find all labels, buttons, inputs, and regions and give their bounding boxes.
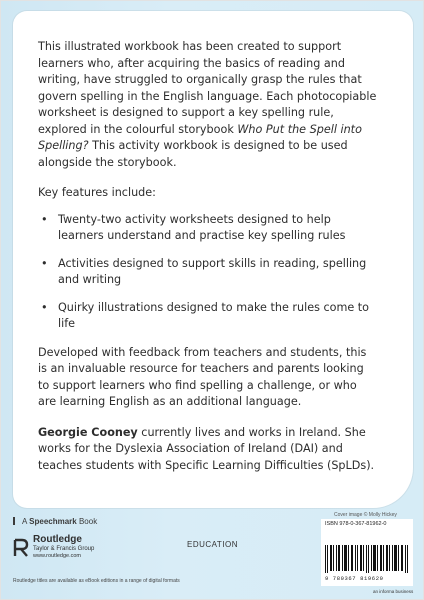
author-bio: currently lives and works in Ireland. She works for the Dyslexia Association of Ireland (DAI) and teaches students with Specific Learning Difficulties (SpLDs). xyxy=(38,425,375,472)
informa-note: an informa business xyxy=(373,589,414,594)
feature-item xyxy=(38,300,378,333)
key-features-heading: Key features include: xyxy=(38,186,156,199)
publisher-group: Taylor & Francis Group xyxy=(33,546,95,552)
publisher-url: www.routledge.com xyxy=(33,553,81,559)
cover-credit: Cover image © Molly Hickey xyxy=(334,512,397,518)
speechmark-brand: Speechmark xyxy=(29,517,77,526)
blurb xyxy=(38,39,378,488)
intro-end-text: This activity workbook is designed to be used alongside the storybook. xyxy=(38,139,348,169)
feature-item xyxy=(38,256,378,289)
feature-text: Activities designed to support skills in reading, spelling and writing xyxy=(58,256,367,286)
publisher-name: Routledge xyxy=(33,534,82,545)
features-list xyxy=(38,212,378,333)
speechmark-bar-icon xyxy=(13,517,19,525)
intro-text: This illustrated workbook has been created to support learners who, after acquiring the basics of reading and writing, have struggled to organically grasp the rules that govern spelling in the English language. Each photocopiable worksheet is designed to support a key spelling rule, explored in the colourful storybook xyxy=(38,40,377,136)
author-paragraph xyxy=(38,425,378,475)
isbn-label: ISBN 978-0-367-81962-0 xyxy=(325,521,387,527)
barcode-icon xyxy=(325,545,409,573)
barcode-number: 9 780367 819620 xyxy=(325,575,384,582)
feedback-paragraph: Developed with feedback from teachers and students, this is an invaluable resource for teachers and parents looking to support learners who find spelling a challenge, or who are learning English as an additional language. xyxy=(38,345,367,408)
feature-item xyxy=(38,212,378,245)
routledge-logo xyxy=(13,535,94,560)
speechmark-prefix: A xyxy=(22,517,27,526)
cover-footer xyxy=(1,511,424,600)
feature-text: Quirky illustrations designed to make the rules come to life xyxy=(58,300,370,330)
isbn-barcode-box xyxy=(321,519,413,586)
bullet-icon: • xyxy=(41,212,48,226)
bullet-icon: • xyxy=(41,256,48,270)
category-label: EDUCATION xyxy=(187,540,239,549)
storybook-title: Who Put the Spell into Spelling? xyxy=(38,122,362,152)
speechmark-suffix: Book xyxy=(78,517,98,526)
ebook-note: Routledge titles are available as eBook editions in a range of digital formats xyxy=(13,578,180,584)
feature-text: Twenty-two activity worksheets designed to help learners understand and practise key spelling rules xyxy=(58,212,346,242)
bullet-icon: • xyxy=(41,300,48,314)
intro-paragraph xyxy=(38,39,378,171)
author-name: Georgie Cooney xyxy=(38,425,138,439)
speechmark-imprint xyxy=(13,517,97,526)
routledge-r-icon xyxy=(13,538,29,558)
